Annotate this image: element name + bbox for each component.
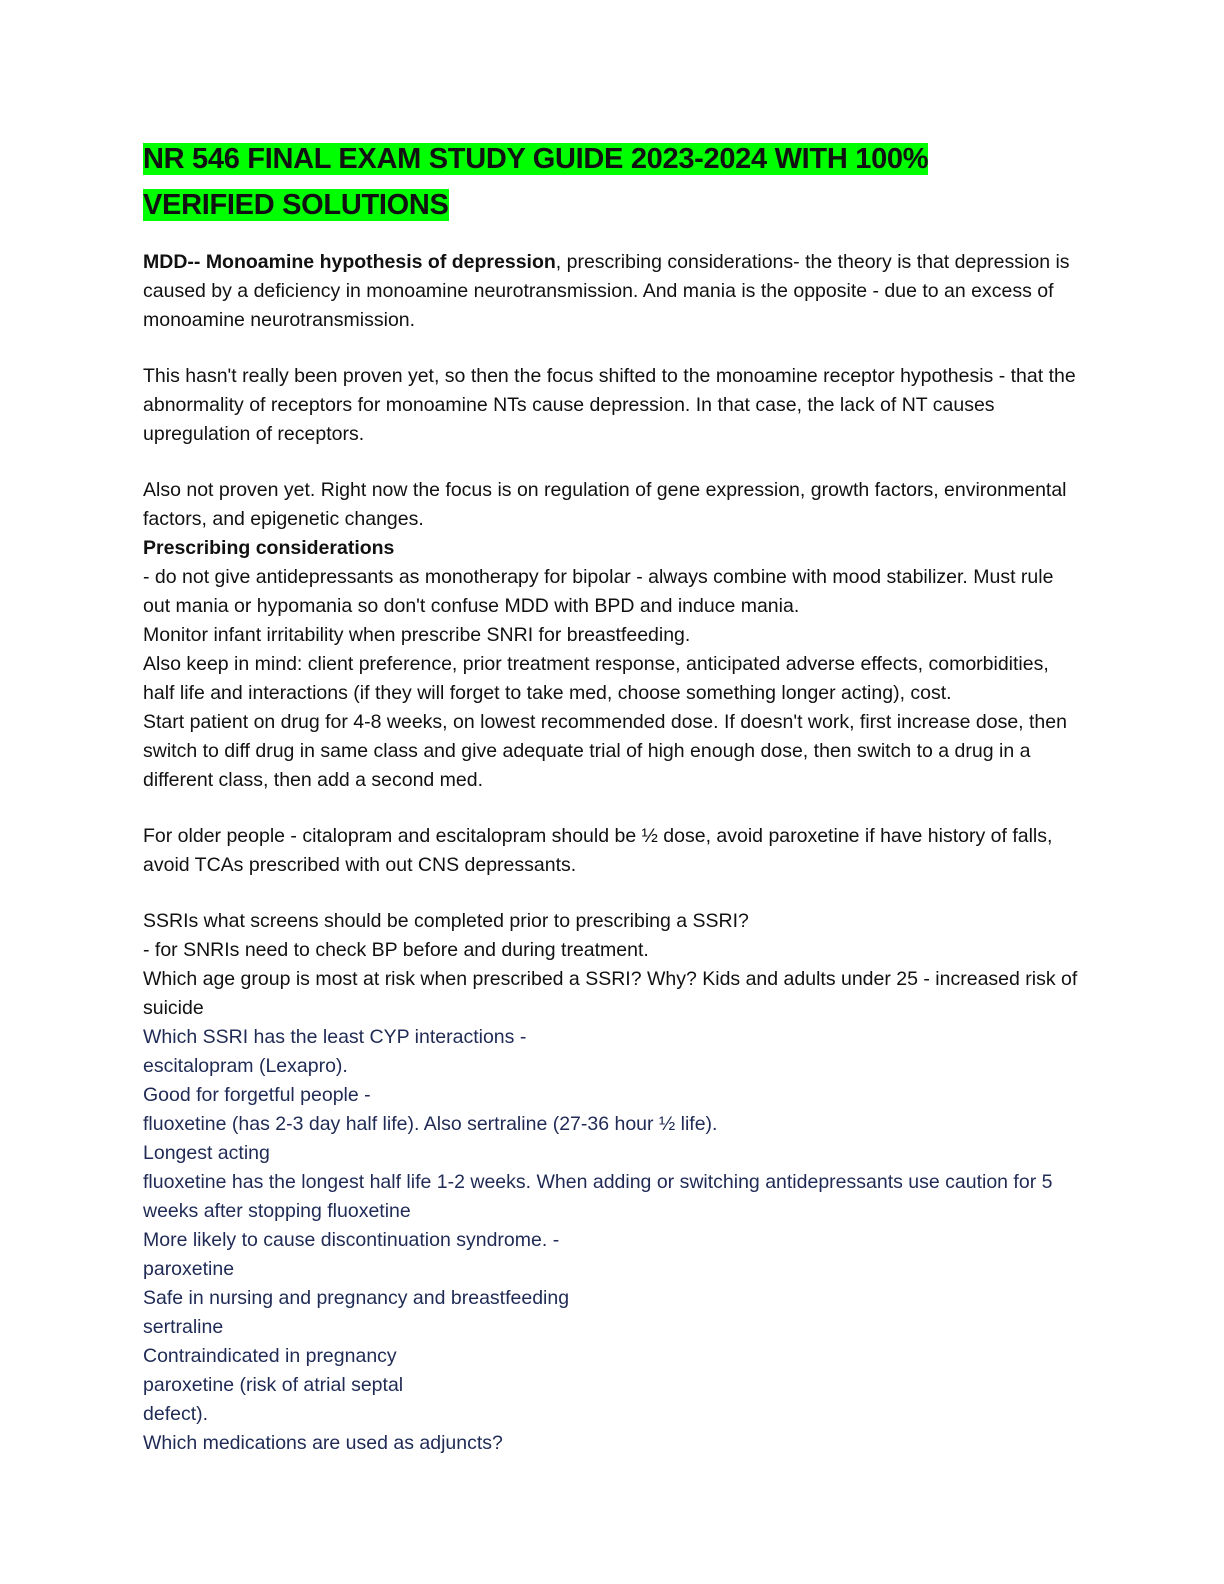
prescribing-line: Also keep in mind: client preference, prior treatment response, anticipated adverse effects, comorbidities, half life and interactions (if they will forget to take med, choose something longer acting), cost. xyxy=(143,653,1049,704)
ssri-line: SSRIs what screens should be completed prior to prescribing a SSRI? xyxy=(143,910,749,932)
intro-text: , prescribing considerations- the theory is that depression is caused by a deficiency in monoamine neurotransmission. And mania is the opposite - due to an excess of monoamine neurotransmission. xyxy=(143,251,1070,331)
title-line-2: VERIFIED SOLUTIONS xyxy=(143,189,449,221)
document-page xyxy=(143,136,1083,1458)
prescribing-line: Start patient on drug for 4-8 weeks, on lowest recommended dose. If doesn't work, first increase dose, then switch to diff drug in same class and give adequate trial of high enough dose, then switch to a drug in a different class, then add a second med. xyxy=(143,711,1067,791)
ssri-line: - for SNRIs need to check BP before and during treatment. xyxy=(143,939,649,961)
qa-line: Safe in nursing and pregnancy and breastfeeding xyxy=(143,1287,570,1309)
prescribing-heading: Prescribing considerations xyxy=(143,537,395,559)
qa-line: paroxetine (risk of atrial septal xyxy=(143,1374,404,1396)
current-focus-paragraph: Also not proven yet. Right now the focus is on regulation of gene expression, growth factors, environmental factors, and epigenetic changes. xyxy=(143,479,1067,530)
intro-lead: MDD-- Monoamine hypothesis of depression xyxy=(143,251,556,273)
qa-line: escitalopram (Lexapro). xyxy=(143,1055,348,1077)
qa-line: Contraindicated in pregnancy xyxy=(143,1345,397,1367)
qa-line: fluoxetine (has 2-3 day half life). Also sertraline (27-36 hour ½ life). xyxy=(143,1113,718,1135)
ssri-line: Which age group is most at risk when prescribed a SSRI? Why? Kids and adults under 25 - increased risk of suicide xyxy=(143,968,1078,1019)
title-line-1: NR 546 FINAL EXAM STUDY GUIDE 2023-2024 WITH 100% xyxy=(143,143,929,175)
prescribing-line: Monitor infant irritability when prescribe SNRI for breastfeeding. xyxy=(143,624,691,646)
qa-line: sertraline xyxy=(143,1316,224,1338)
qa-line: defect). xyxy=(143,1403,209,1425)
qa-line: More likely to cause discontinuation syndrome. - xyxy=(143,1229,560,1251)
prescribing-line: - do not give antidepressants as monotherapy for bipolar - always combine with mood stabilizer. Must rule out mania or hypomania so don't confuse MDD with BPD and induce mania. xyxy=(143,566,1054,617)
receptor-hypothesis-paragraph: This hasn't really been proven yet, so then the focus shifted to the monoamine receptor hypothesis - that the abnormality of receptors for monoamine NTs cause depression. In that case, the lack of NT causes upregulation of receptors. xyxy=(143,365,1076,445)
qa-line: paroxetine xyxy=(143,1258,235,1280)
document-title xyxy=(143,136,1083,228)
qa-line: Which medications are used as adjuncts? xyxy=(143,1432,503,1454)
older-people-paragraph: For older people - citalopram and escitalopram should be ½ dose, avoid paroxetine if have history of falls, avoid TCAs prescribed with out CNS depressants. xyxy=(143,825,1053,876)
qa-line: Good for forgetful people - xyxy=(143,1084,371,1106)
qa-line: Longest acting xyxy=(143,1142,270,1164)
qa-line: fluoxetine has the longest half life 1-2 weeks. When adding or switching antidepressants use caution for 5 weeks after stopping fluoxetine xyxy=(143,1171,1053,1222)
qa-line: Which SSRI has the least CYP interactions - xyxy=(143,1026,527,1048)
intro-paragraph xyxy=(143,248,1083,335)
